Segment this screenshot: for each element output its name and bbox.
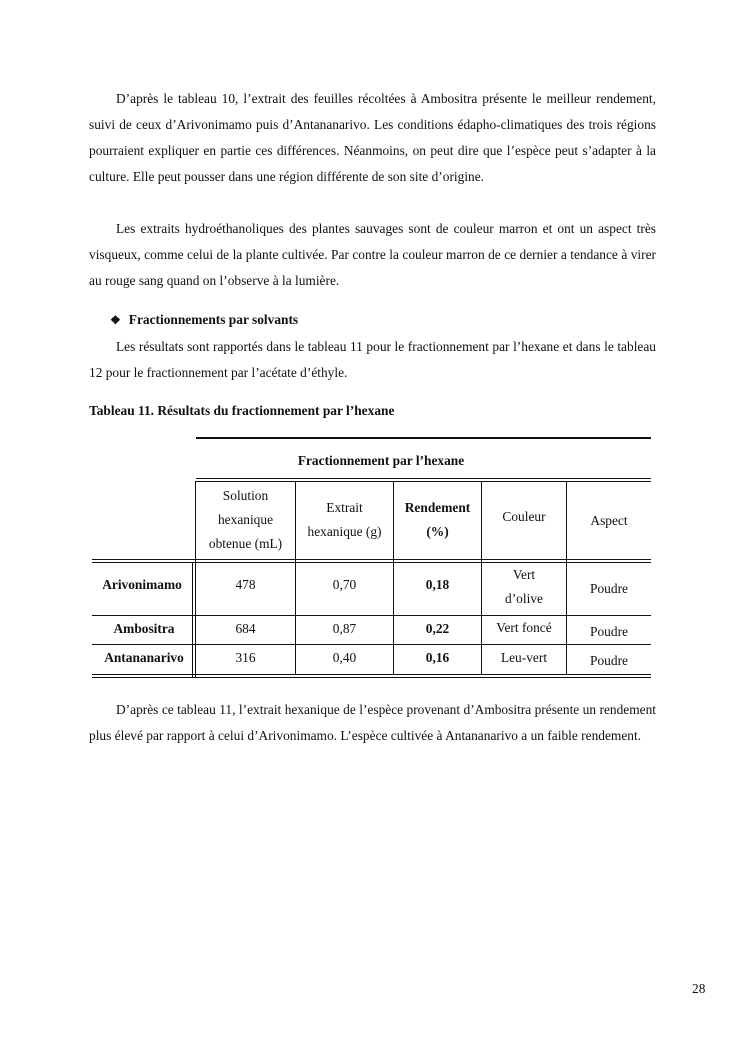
row-site: Ambositra [113, 621, 175, 636]
column-header-solution-text: Solution hexanique obtenue (mL) [208, 488, 283, 551]
column-header-extrait [296, 481, 393, 559]
paragraph-3: Les résultats sont rapportés dans le tableau 11 pour le fractionnement par l’hexane et dans le tableau 12 pour le fractionnement par l’acétate d’éthyle. [89, 339, 656, 380]
paragraph-1: D’après le tableau 10, l’extrait des feuilles récoltées à Ambositra présente le meilleur rendement, suivi de ceux d’Arivonimamo puis d’Antananarivo. Les conditions édapho-climatiques des trois régions pourraient expliquer en partie ces différences. Néanmoins, on peut dire que l’espèce peut s’adapter à la culture. Elle peut pousser dans une région différente de son site d’origine. [89, 91, 656, 184]
row-rendement: 0,16 [425, 650, 450, 665]
diamond-bullet-icon: ❖ [110, 313, 121, 327]
section-heading [110, 310, 298, 330]
column-header-rendement [394, 481, 481, 559]
column-header-aspect: Aspect [590, 513, 628, 528]
row-aspect: Poudre [590, 653, 628, 668]
column-header-rendement-text: Rendement (%) [404, 500, 471, 539]
row-couleur: Leu-vert [500, 650, 548, 665]
column-header-couleur: Couleur [502, 509, 546, 524]
row-solution: 684 [235, 621, 256, 636]
column-header-extrait-text: Extrait hexanique (g) [307, 500, 382, 539]
paragraph-2: Les extraits hydroéthanoliques des plantes sauvages sont de couleur marron et ont un aspect très visqueux, comme celui de la plante cultivée. Par contre la couleur marron de ce dernier a tendance à virer au rouge sang quand on l’observe à la lumière. [89, 221, 656, 288]
table-top-rule [196, 437, 651, 439]
table-caption: Tableau 11. Résultats du fractionnement par l’hexane [89, 403, 395, 418]
row-extrait: 0,40 [332, 650, 357, 665]
section-heading-text: Fractionnements par solvants [128, 312, 299, 327]
row-couleur: Vert foncé [496, 620, 552, 635]
row-rendement: 0,18 [425, 577, 450, 592]
column-header-solution [196, 481, 295, 559]
row-solution: 316 [235, 650, 256, 665]
row-rendement: 0,22 [425, 621, 450, 636]
row-extrait: 0,87 [332, 621, 357, 636]
row-extrait: 0,70 [332, 577, 357, 592]
group-header-rule [196, 478, 651, 479]
table-bottom-rule-2 [92, 677, 651, 678]
row-site: Arivonimamo [102, 577, 182, 592]
paragraph-4: D’après ce tableau 11, l’extrait hexanique de l’espèce provenant d’Ambositra présente un rendement plus élevé par rapport à celui d’Arivonimamo. L’espèce cultivée à Antananarivo a un faible rendement. [89, 702, 656, 743]
table-bottom-rule [92, 674, 651, 675]
row-couleur-text: Vert d’olive [505, 567, 543, 606]
row-site: Antananarivo [104, 650, 184, 665]
row-couleur [482, 559, 566, 615]
row-aspect: Poudre [590, 581, 628, 596]
row-aspect: Poudre [590, 624, 628, 639]
page-number: 28 [692, 981, 706, 996]
row-solution: 478 [235, 577, 256, 592]
group-header: Fractionnement par l’hexane [297, 453, 465, 468]
